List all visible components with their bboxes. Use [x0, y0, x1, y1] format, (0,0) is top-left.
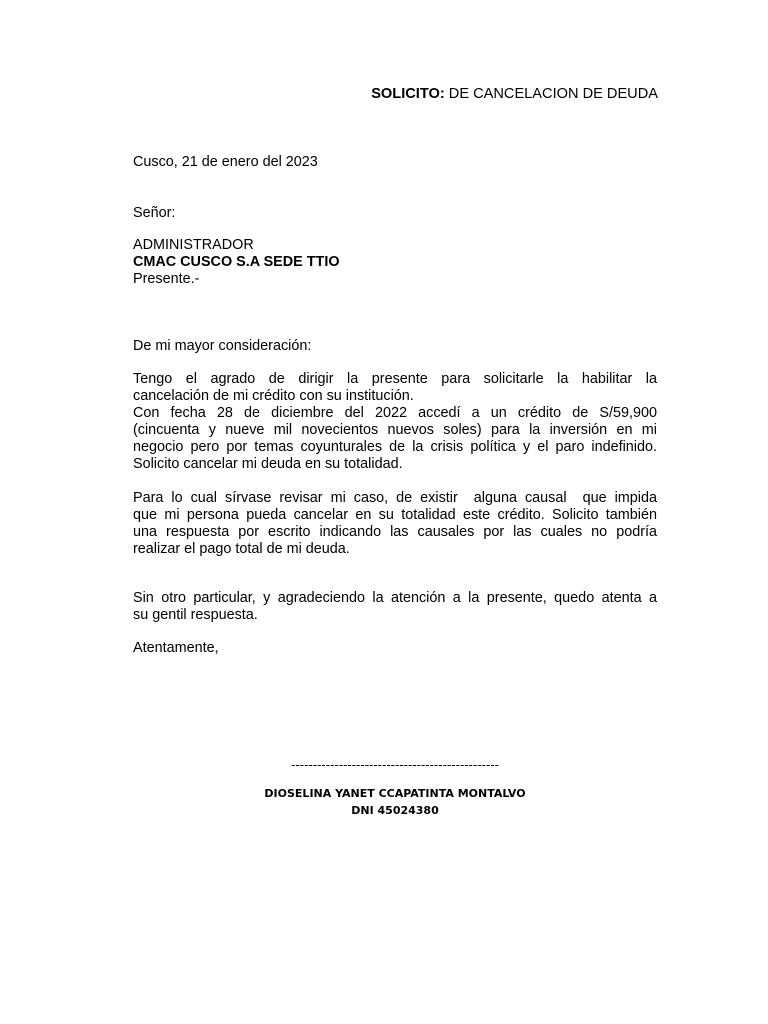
paragraph-line: Solicito cancelar mi deuda en su totalidad. [133, 456, 403, 472]
signature-line: ------------------------------------------------ [291, 758, 499, 772]
subject-text: DE CANCELACION DE DEUDA [444, 86, 658, 102]
paragraph-request [133, 371, 657, 473]
paragraph-line: realizar el pago total de mi deuda. [133, 541, 350, 557]
recipient-institution: CMAC CUSCO S.A SEDE TTIO [133, 254, 340, 270]
subject-line [371, 86, 658, 103]
date-line: Cusco, 21 de enero del 2023 [133, 154, 318, 170]
closing-line: Atentamente, [133, 640, 219, 656]
paragraph-line: Para lo cual sírvase revisar mi caso, de existir alguna causal que impida [133, 490, 657, 506]
recipient-title: ADMINISTRADOR [133, 237, 254, 253]
recipient-salutation: Señor: [133, 205, 176, 221]
greeting: De mi mayor consideración: [133, 338, 312, 354]
paragraph-line: cancelación de mi crédito con su institución. [133, 388, 414, 404]
signature-dni: DNI 45024380 [351, 804, 439, 817]
paragraph-closing [133, 590, 657, 624]
paragraph-line: su gentil respuesta. [133, 607, 258, 623]
paragraph-line: que mi persona pueda cancelar en su totalidad este crédito. Solicito también [133, 507, 657, 523]
paragraph-line: Sin otro particular, y agradeciendo la atención a la presente, quedo atenta a [133, 590, 657, 606]
signature-name: DIOSELINA YANET CCAPATINTA MONTALVO [264, 787, 526, 800]
paragraph-line: (cincuenta y nueve mil novecientos nuevos soles) para la inversión en mi [133, 422, 657, 438]
paragraph-line: negocio pero por temas coyunturales de la crisis política y el paro indefinido. [133, 439, 657, 455]
recipient-presente: Presente.- [133, 271, 200, 287]
paragraph-line: Tengo el agrado de dirigir la presente para solicitarle la habilitar la [133, 371, 657, 387]
paragraph-review [133, 490, 657, 558]
subject-keyword: SOLICITO: [371, 86, 445, 102]
paragraph-line: una respuesta por escrito indicando las causales por las cuales no podría [133, 524, 657, 540]
paragraph-line: Con fecha 28 de diciembre del 2022 accedí a un crédito de S/59,900 [133, 405, 657, 421]
